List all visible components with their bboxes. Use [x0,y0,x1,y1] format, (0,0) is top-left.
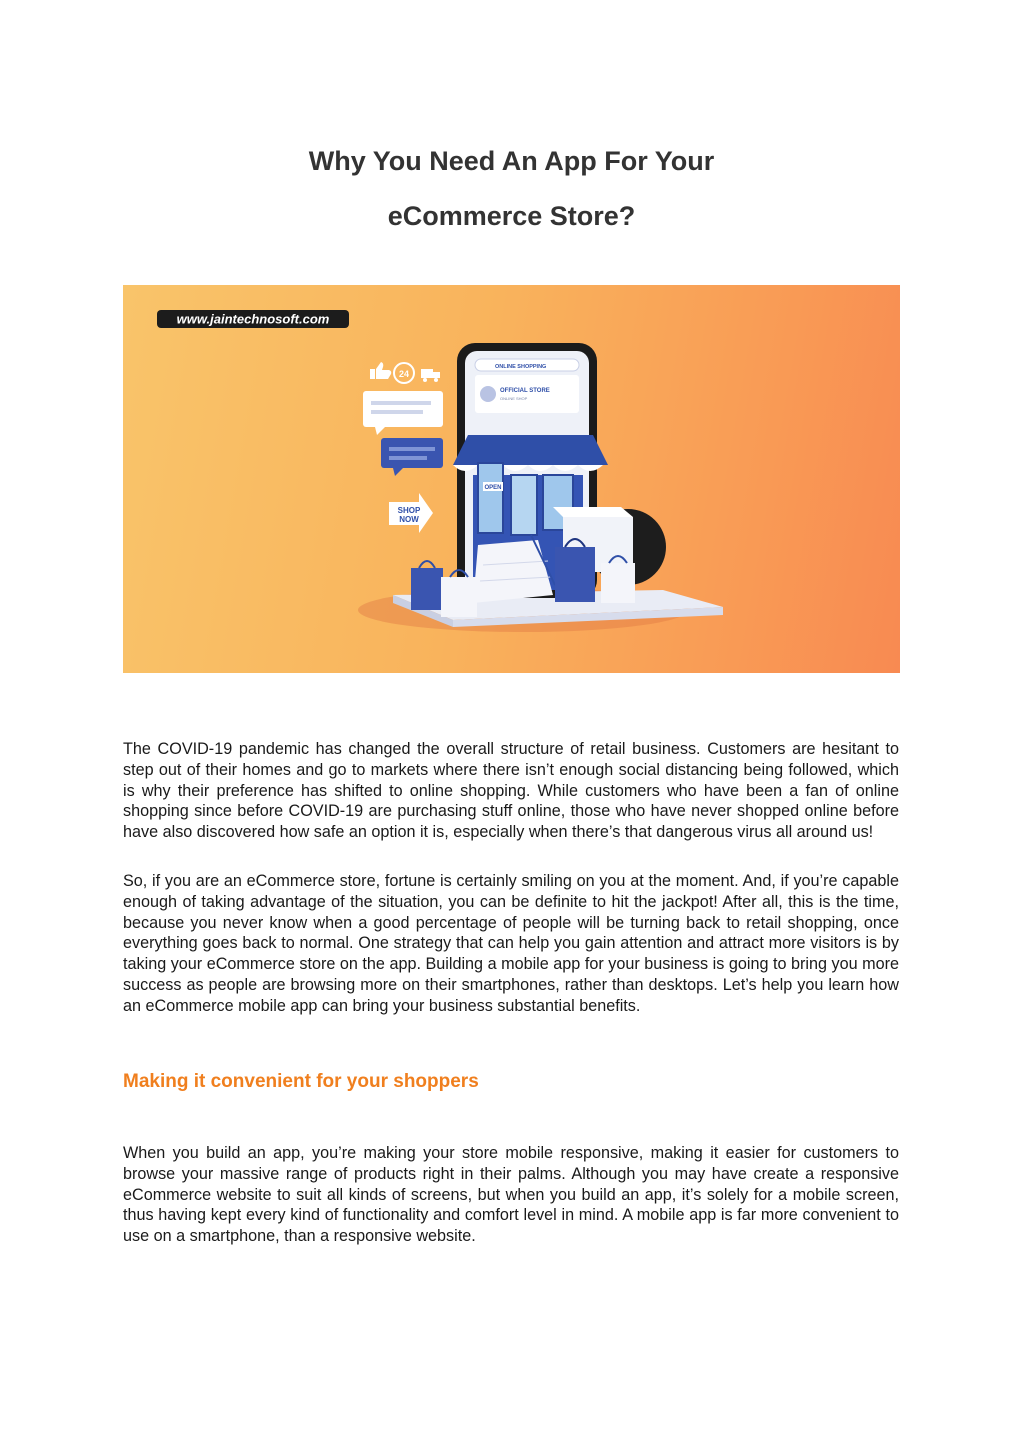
support-24-icon [394,363,414,383]
page-title-line-2: eCommerce Store? [387,201,636,231]
shop-now-line1: SHOP [397,506,421,515]
chat-bubble-blue-icon [381,438,443,476]
chat-bubble-icon [363,391,443,435]
intro-paragraph: The COVID-19 pandemic has changed the overall structure of retail business. Customers are hesitant to step out of their homes and go to markets where there isn’t enough social distancing being followed, which is why their preference has shifted to online shopping. While customers who have been a fan of online shopping since before COVID-19 are purchasing stuff online, those who have never shopped online before have also discovered how safe an option it is, especially when there’s that dangerous virus all around us! [123,740,899,842]
watermark-text: www.jaintechnosoft.com [176,311,330,327]
support-24-text: 24 [398,369,410,379]
page-title-line-1: Why You Need An App For Your [308,146,715,176]
shop-now-sign [389,493,433,533]
hero-illustration [123,285,900,673]
strategy-paragraph: So, if you are an eCommerce store, fortune is certainly smiling on you at the moment. And, if you’re capable enough of taking advantage of the situation, you can be definite to hit the jackpot! After all, this is the time, because you never know when a good percentage of people will be turning back to retail shopping, once everything goes back to normal. One strategy that can help you gain attention and attract more visitors is by taking your eCommerce store on the app. Building a mobile app for your business is going to bring you more success as people are browsing more on their smartphones, rather than desktops. Let’s help you learn how an eCommerce mobile app can bring your business substantial benefits. [123,872,899,1015]
phone-search-text: ONLINE SHOPPING [495,364,547,370]
section-heading: Making it convenient for your shoppers [123,1071,479,1092]
thumbs-up-icon [370,362,391,379]
delivery-truck-icon [421,369,440,382]
store-sublabel: ONLINE SHOP [500,396,528,401]
watermark-badge [157,310,349,328]
convenience-paragraph: When you build an app, you’re making your store mobile responsive, making it easier for customers to browse your massive range of products right in their palms. Although you may have create a responsive eCommerce website to suit all kinds of screens, but when you build an app, it’s solely for a mobile screen, thus having kept every kind of functionality and comfort level in mind. A mobile app is far more convenient to use on a smartphone, than a responsive website. [123,1144,899,1246]
open-sign: OPEN [484,485,502,491]
shop-now-line2: NOW [399,515,419,524]
store-label: OFFICIAL STORE [500,388,550,394]
